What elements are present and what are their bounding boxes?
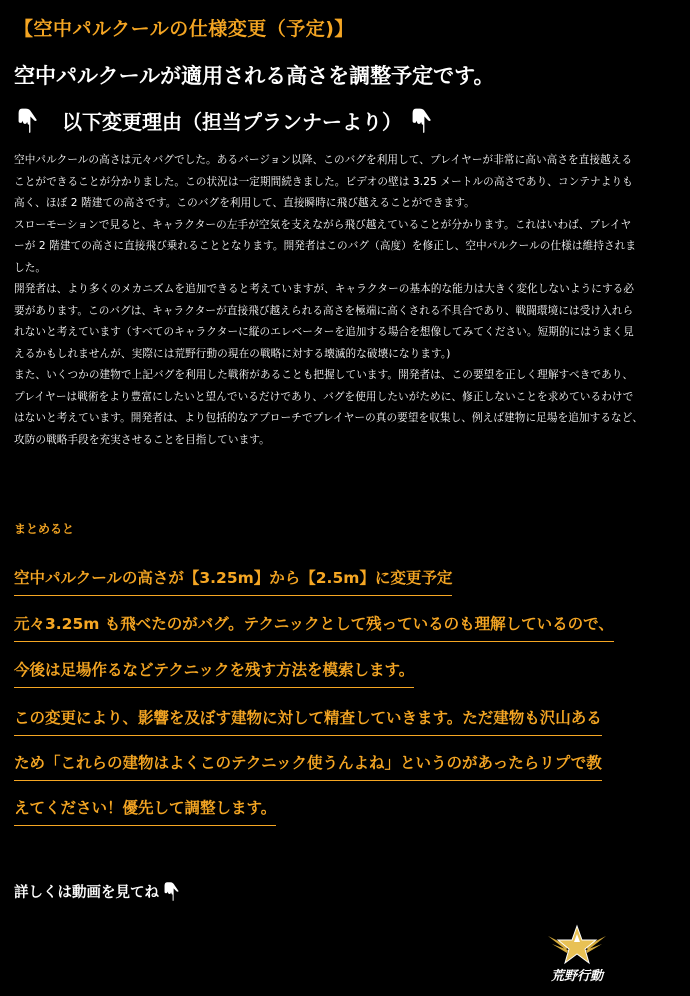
star-wings-logo [538, 924, 616, 986]
bracket-title: 【空中パルクールの仕様変更（予定)】 [14, 18, 354, 40]
main-title: 空中パルクールが適用される高さを調整予定です。 [14, 64, 495, 88]
reason-heading: 以下変更理由（担当プランナーより） [62, 109, 402, 134]
pointing-down-hand-icon [408, 106, 434, 134]
summary-line: 今後は足場作るなどテクニックを残す方法を模索します。 [14, 658, 414, 688]
reason-heading-row [14, 104, 434, 136]
summary-line: 空中パルクールの高さが【3.25m】から【2.5m】に変更予定 [14, 566, 452, 596]
summary-label: まとめると [14, 522, 75, 536]
logo-text: 荒野行動 [550, 969, 604, 984]
summary-line: えてください！優先して調整します。 [14, 796, 276, 826]
footer-text: 詳しくは動画を見てね [14, 884, 159, 901]
summary-line: ため「これらの建物はよくこのテクニック使うんよね」というのがあったらリプで教 [14, 751, 602, 781]
explanation-body: 空中パルクールの高さは元々バグでした。あるバージョン以降、このバグを利用して、プレイヤーが非常に高い高さを直接越える ことができることが分かりました。この状況は一定期間続きました。ビデオの壁は 3.25 メートルの高さであり、コンテナよりも 高く、ほぼ 2 階建ての高さです。このバグを利用して、直接瞬時に飛び越えることができます。 スローモーションで見ると、キャラクターの左手が空気を支えながら飛び越えていることが分かります。これはいわば、プレイヤ ーが 2 階建ての高さに直接飛び乗れることとなります。開発者はこのバグ（高度）を修正し、空中パルクールの仕様は維持されま した。 開発者は、より多くのメカニズムを追加できると考えていますが、キャラクターの基本的な能力は大きく変化しないようにする必 要があります。このバグは、キャラクターが直接飛び越えられる高さを極端に高くされる不具合であり、戦闘環境には受け入れら れないと考えています（すべてのキャラクターに縦のエレベーターを追加する場合を想像してみてください。短期的にはうまく見 えるかもしれませんが、実際には荒野行動の現在の戦略に対する壊滅的な破壊になります。) また、いくつかの建物で上記バグを利用した戦術があることも把握しています。開発者は、この要望を正しく理解すべきであり、 プレイヤーは戦術をより豊富にしたいと望んでいるだけであり、バグを使用したいがために、修正しないことを求めているわけで はないと考えています。開発者は、より包括的なアプローチでプレイヤーの真の要望を収集し、例えば建物に足場を追加するなど、 攻防の戦略手段を充実させることを目指しています。 [14, 154, 644, 446]
pointing-down-hand-icon [161, 880, 181, 902]
summary-line: この変更により、影響を及ぼす建物に対して精査していきます。ただ建物も沢山ある [14, 706, 602, 736]
footer-row [14, 880, 181, 902]
pointing-down-hand-icon [14, 106, 40, 134]
summary-line: 元々3.25m も飛べたのがバグ。テクニックとして残っているのも理解しているので、 [14, 612, 614, 642]
